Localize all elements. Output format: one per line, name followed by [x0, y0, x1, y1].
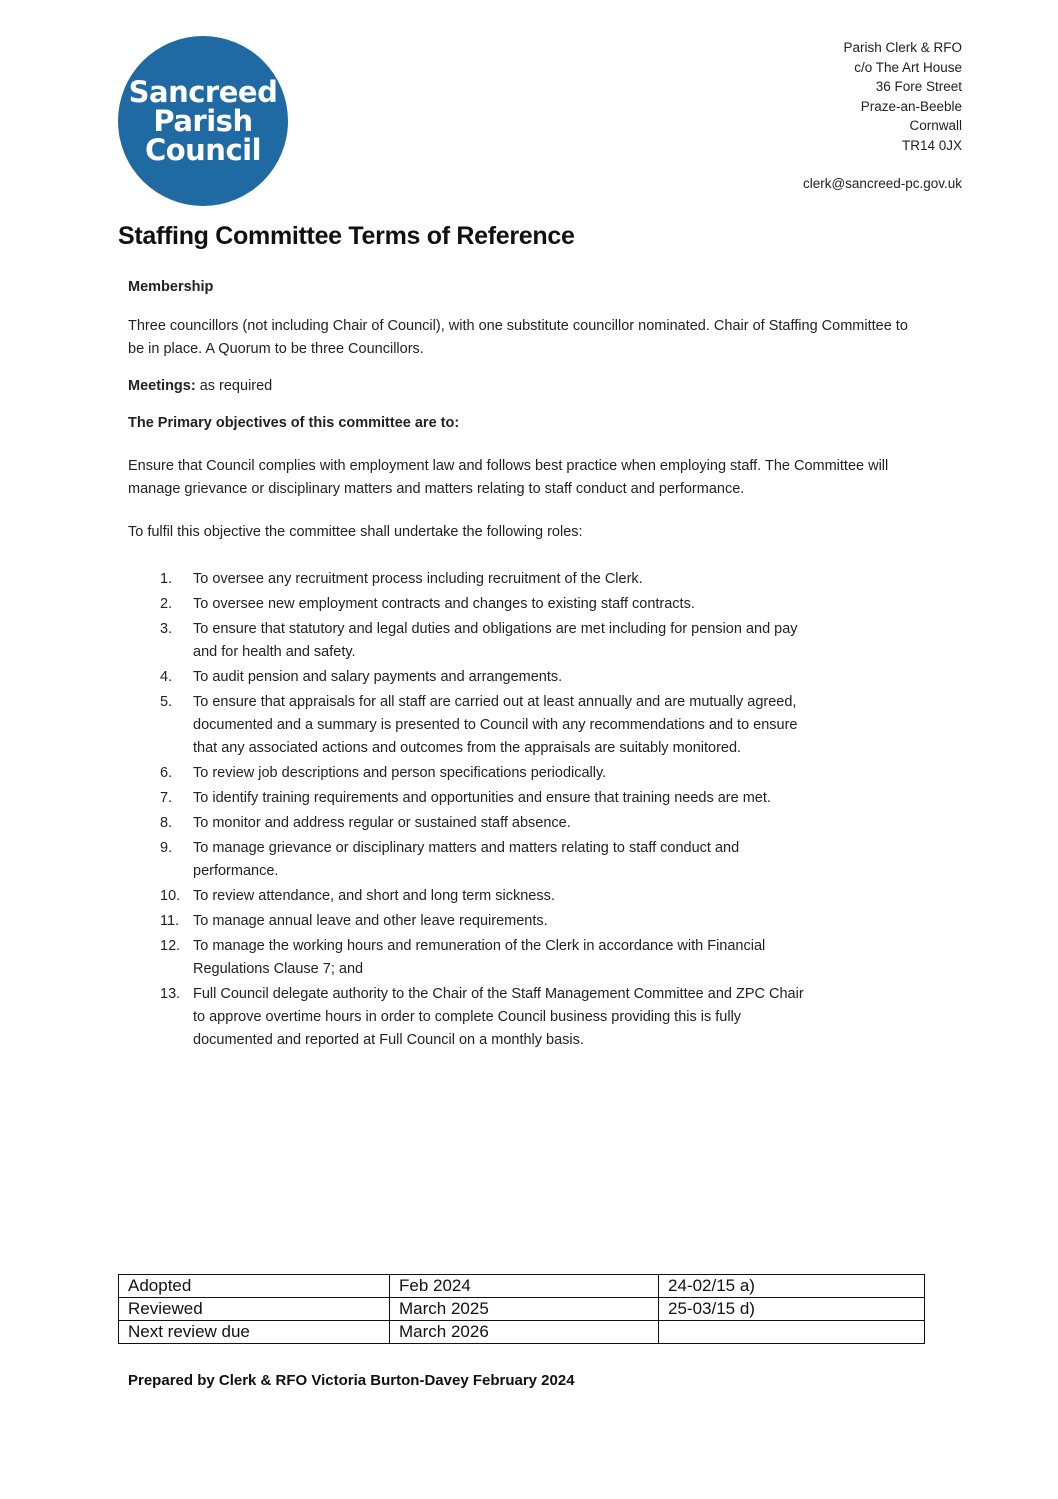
table-cell [659, 1321, 925, 1344]
list-text: To ensure that statutory and legal duties and obligations are met including for pension and pay and for health and safety. [193, 621, 798, 660]
table-row [119, 1275, 925, 1298]
logo-line: Parish [153, 103, 253, 138]
objectives-text: Ensure that Council complies with employment law and follows best practice when employing staff. The Committee will manage grievance or disciplinary matters and matters relating to staff conduct and performance. [128, 458, 889, 497]
document-body [128, 276, 928, 1054]
list-item [128, 691, 808, 760]
table-cell: Adopted [119, 1275, 390, 1298]
list-number: 3. [160, 621, 173, 637]
list-number: 12. [160, 938, 181, 954]
address-line: Praze-an-Beeble [860, 98, 962, 114]
list-item [128, 935, 808, 981]
council-logo [118, 36, 288, 206]
list-item [128, 666, 808, 689]
membership-heading: Membership [128, 279, 214, 295]
list-number: 5. [160, 694, 173, 710]
list-item [128, 910, 808, 933]
list-item [128, 618, 808, 664]
list-text: To ensure that appraisals for all staff are carried out at least annually and are mutually agreed, documented and a summary is presented to Council with any recommendations and to ensure that any associated actions and outcomes from the appraisals are suitably monitored. [193, 694, 798, 756]
list-text: To manage grievance or disciplinary matters and matters relating to staff conduct and performance. [193, 840, 740, 879]
list-text: To monitor and address regular or sustained staff absence. [193, 815, 571, 831]
list-item [128, 762, 808, 785]
list-number: 6. [160, 765, 173, 781]
review-table [118, 1274, 925, 1344]
list-item [128, 787, 808, 810]
meetings-line [128, 375, 928, 398]
membership-text: Three councillors (not including Chair of Council), with one substitute councillor nominated. Chair of Staffing Committee to be in place. A Quorum to be three Councillors. [128, 318, 908, 357]
list-item [128, 885, 808, 908]
list-item [128, 837, 808, 883]
list-number: 8. [160, 815, 173, 831]
address-line: 36 Fore Street [875, 79, 962, 94]
list-number: 2. [160, 596, 173, 612]
table-cell: Next review due [119, 1321, 390, 1344]
prepared-by: Prepared by Clerk & RFO Victoria Burton-Davey February 2024 [128, 1372, 575, 1389]
roles-intro: To fulfil this objective the committee shall undertake the following roles: [128, 524, 583, 540]
table-row [119, 1298, 925, 1321]
list-number: 7. [160, 790, 173, 806]
address-line: Cornwall [909, 118, 962, 133]
page-title: Staffing Committee Terms of Reference [118, 222, 575, 250]
address-line: Parish Clerk & RFO [843, 40, 962, 55]
address-block [803, 38, 962, 194]
list-number: 11. [160, 913, 180, 929]
list-number: 9. [160, 840, 173, 856]
list-text: To oversee new employment contracts and changes to existing staff contracts. [193, 596, 695, 612]
meetings-value: as required [195, 378, 273, 394]
list-item [128, 568, 808, 591]
list-text: Full Council delegate authority to the Chair of the Staff Management Committee and ZPC Chair to approve overtime hours in order to complete Council business providing this is fully documented and reported at Full Council on a monthly basis. [193, 986, 804, 1048]
address-line: TR14 0JX [901, 137, 962, 153]
address-line: c/o The Art House [854, 59, 962, 75]
table-cell: Feb 2024 [390, 1275, 659, 1298]
roles-list [128, 568, 928, 1052]
table-row [119, 1321, 925, 1344]
logo-line: Council [144, 132, 262, 167]
list-text: To manage annual leave and other leave requirements. [193, 913, 548, 929]
list-text: To audit pension and salary payments and arrangements. [193, 669, 563, 685]
list-number: 1. [160, 571, 173, 587]
list-number: 13. [160, 986, 181, 1002]
list-text: To manage the working hours and remuneration of the Clerk in accordance with Financial Regulations Clause 7; and [193, 938, 766, 977]
list-text: To review job descriptions and person specifications periodically. [193, 765, 607, 781]
table-cell: 25-03/15 d) [659, 1298, 925, 1321]
list-text: To oversee any recruitment process including recruitment of the Clerk. [193, 571, 643, 587]
meetings-label: Meetings: [128, 378, 196, 394]
list-item [128, 812, 808, 835]
table-cell: March 2026 [390, 1321, 659, 1344]
logo-line: Sancreed [128, 74, 278, 109]
list-text: To identify training requirements and opportunities and ensure that training needs are met. [193, 790, 771, 806]
table-cell: 24-02/15 a) [659, 1275, 925, 1298]
table-cell: March 2025 [390, 1298, 659, 1321]
list-number: 10. [160, 888, 181, 904]
objectives-heading: The Primary objectives of this committee are to: [128, 415, 460, 431]
table-cell: Reviewed [119, 1298, 390, 1321]
list-item [128, 983, 808, 1052]
list-number: 4. [160, 669, 173, 685]
email-address[interactable]: clerk@sancreed-pc.gov.uk [802, 176, 962, 191]
list-text: To review attendance, and short and long term sickness. [193, 888, 555, 904]
list-item [128, 593, 808, 616]
